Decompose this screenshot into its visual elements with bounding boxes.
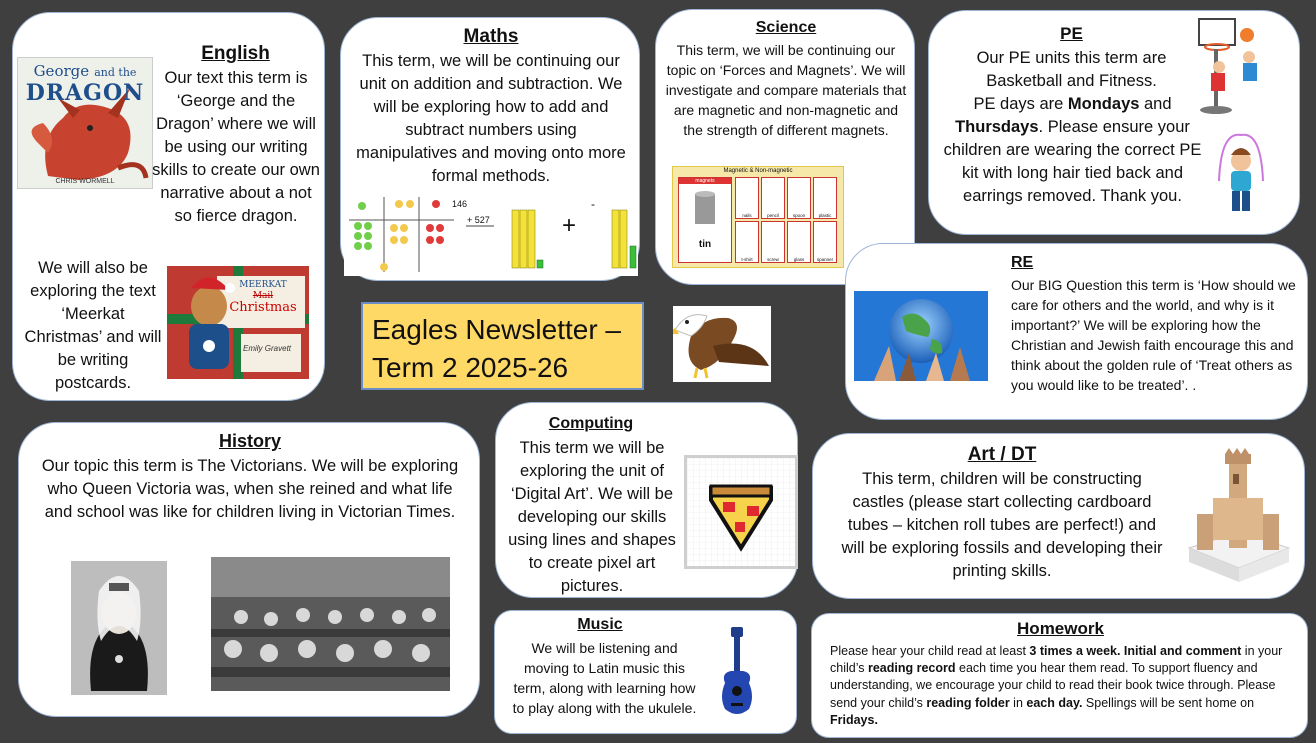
- ukulele-image: [717, 625, 757, 721]
- music-text: We will be listening and moving to Latin music this term, along with learning how to play along with the ukulele.: [512, 640, 697, 716]
- george-dragon-book-cover: [17, 57, 153, 189]
- queen-victoria-illustration: [71, 561, 167, 695]
- english-card: [12, 12, 325, 401]
- homework-card: [811, 613, 1308, 738]
- magnetic-materials-worksheet: [672, 166, 844, 268]
- book-title: George and the DRAGON: [25, 62, 145, 106]
- victorian-classroom-photo: [211, 557, 450, 691]
- book-author: CHRIS WORMELL: [55, 178, 115, 185]
- basketball-image: [1189, 15, 1279, 115]
- basketball-hoop-icon: [1189, 15, 1279, 115]
- castle-icon: [1185, 444, 1291, 584]
- worksheet-header: Magnetic & Non-magnetic: [723, 168, 793, 174]
- re-card: [845, 243, 1308, 420]
- computing-title: Computing: [548, 415, 634, 432]
- homework-title: Homework: [1017, 619, 1104, 638]
- worksheet-item: glass: [787, 221, 811, 263]
- history-text: Our topic this term is The Victorians. We will be exploring who Queen Victoria was, when she reined and what life and school was like for children living in Victorian Times.: [41, 457, 459, 521]
- history-title: History: [218, 431, 281, 451]
- globe-icon: [854, 291, 988, 381]
- meerkat-book-author: Emily Gravett: [243, 344, 292, 353]
- queen-victoria-portrait: [71, 561, 167, 695]
- skipping-boy-image: [1211, 131, 1271, 221]
- science-title: Science: [755, 19, 817, 36]
- english-title: English: [201, 43, 270, 64]
- pe-card: [928, 10, 1300, 235]
- worksheet-item: t-shirt: [735, 221, 759, 263]
- worksheet-items: [735, 177, 839, 263]
- sum-bottom-number: + 527: [467, 215, 490, 225]
- music-title: Music: [577, 616, 623, 633]
- pixel-pizza-image: [684, 455, 798, 569]
- pe-days-text: PE days are Mondays and Thursdays. Please ensure your children are wearing the correct PE kit with long hair tied back and earrings removed. Thank you.: [943, 95, 1202, 205]
- plus-sign: +: [562, 212, 577, 239]
- eagle-image: [673, 306, 771, 382]
- pizza-pixel-art-icon: [687, 458, 795, 566]
- newsletter-title: Eagles Newsletter – Term 2 2025-26: [372, 314, 622, 383]
- minus-sign: -: [591, 197, 595, 211]
- meerkat-christmas-book-cover: [167, 266, 309, 379]
- worksheet-item: spanner: [813, 221, 837, 263]
- classroom-illustration: [211, 557, 450, 691]
- pe-title: PE: [1060, 24, 1083, 43]
- re-title: RE: [1011, 254, 1034, 271]
- cardboard-castle-image: [1185, 444, 1291, 584]
- art-dt-card: [812, 433, 1305, 599]
- meerkat-book-title: MEERKAT Mail Christmas: [229, 280, 297, 315]
- history-card: [18, 422, 480, 717]
- newsletter-banner: [361, 302, 644, 390]
- sum-top-number: 146: [452, 199, 468, 209]
- worksheet-item: plastic: [813, 177, 837, 219]
- english-intro-text: Our text this term is ‘George and the Dragon’ where we will be using our writing skills to create our own narrative about a not so fierce dragon.: [152, 69, 320, 225]
- computing-text: This term we will be exploring the unit of ‘Digital Art’. We will be developing our skills using lines and shapes to create pixel art pictures.: [508, 439, 676, 595]
- art-dt-title: Art / DT: [967, 444, 1037, 465]
- eagle-icon: [673, 306, 771, 382]
- ukulele-icon: [717, 625, 757, 721]
- maths-manipulatives-image: [344, 192, 638, 276]
- maths-title: Maths: [463, 26, 519, 47]
- tin-can-icon: [679, 184, 731, 234]
- skipping-rope-icon: [1211, 131, 1271, 221]
- maths-card: [340, 17, 640, 281]
- worksheet-item: nails: [735, 177, 759, 219]
- worksheet-magnet-card: magnets tin: [678, 177, 732, 263]
- english-meerkat-text: We will also be exploring the text ‘Meerkat Christmas’ and will be writing postcards.: [24, 259, 162, 392]
- worksheet-item: spoon: [787, 177, 811, 219]
- worksheet-item: screw: [761, 221, 785, 263]
- pe-units-text: Our PE units this term are Basketball and Fitness.: [976, 49, 1167, 90]
- earth-hands-image: [854, 291, 988, 381]
- music-card: [494, 610, 797, 734]
- art-dt-text: This term, children will be constructing castles (please start collecting cardboard tubes – kitchen roll tubes are perfect!) and will be exploring fossils and developing their printing skills.: [841, 470, 1163, 580]
- maths-text: This term, we will be continuing our unit on addition and subtraction. We will be exploring how to add and subtract numbers using manipulatives and moving onto more formal methods.: [356, 52, 626, 185]
- computing-card: [495, 402, 798, 598]
- re-text: Our BIG Question this term is ‘How should we care for others and the world, and why is it important?’ We will be exploring how the Christian and Jewish faith encourage this and think about the golden rule of ‘Treat others as you would like to be treated’. .: [1011, 277, 1296, 393]
- science-text: This term, we will be continuing our topic on ‘Forces and Magnets’. We will investigate and compare materials that are magnetic and non-magnetic and the strength of different magnets.: [665, 42, 907, 138]
- homework-text: Please hear your child read at least 3 times a week. Initial and comment in your child’s reading record each time you hear them read. To support fluency and understanding, we encourage your child to read their book twice through. Please send your child’s reading folder in each day. Spellings will be sent home on Fridays.: [830, 644, 1283, 727]
- worksheet-item: pencil: [761, 177, 785, 219]
